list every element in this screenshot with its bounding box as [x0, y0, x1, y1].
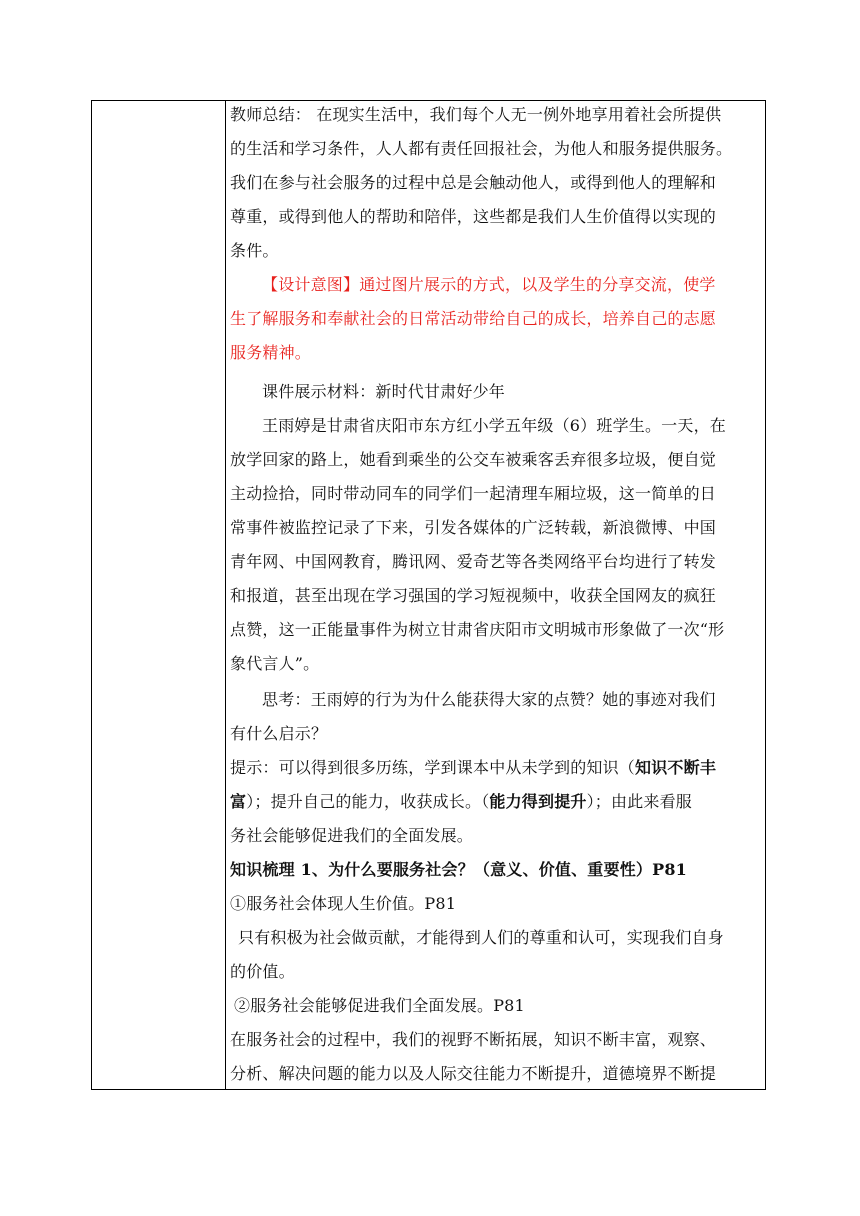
hint-emphasis: 能力得到提升 — [489, 792, 587, 811]
hint-emphasis: 知识不断丰 — [635, 758, 717, 777]
text-line: 王雨婷是甘肃省庆阳市东方红小学五年级（6）班学生。一天，在 — [262, 416, 726, 435]
hint-text: ）；由此来看服 — [586, 792, 693, 811]
hint-line: 务社会能够促进我们的全面发展。 — [230, 826, 474, 845]
text-line: 和报道，甚至出现在学习强国的学习短视频中，收获全国网友的疯狂 — [230, 586, 717, 605]
text-line: 放学回家的路上，她看到乘坐的公交车被乘客丢弃很多垃圾，便自觉 — [230, 450, 717, 469]
text-line: 象代言人”。 — [230, 654, 320, 673]
text-line: 尊重，或得到他人的帮助和陪伴，这些都是我们人生价值得以实现的 — [230, 207, 717, 226]
hint-emphasis: 富 — [230, 792, 247, 811]
text-line: 分析、解决问题的能力以及人际交往能力不断提升，道德境界不断提 — [230, 1064, 717, 1083]
design-intent-line: 生了解服务和奉献社会的日常活动带给自己的成长，培养自己的志愿 — [230, 309, 717, 328]
design-intent-line: 【设计意图】通过图片展示的方式，以及学生的分享交流，使学 — [262, 275, 716, 294]
text-line: 的生活和学习条件，人人都有责任回报社会，为他人和服务提供服务。 — [230, 139, 733, 158]
left-column-cell — [92, 101, 226, 1089]
text-line: 我们在参与社会服务的过程中总是会触动他人，或得到他人的理解和 — [230, 173, 717, 192]
text-line: 条件。 — [230, 241, 279, 260]
knowledge-heading: 知识梳理 1、为什么要服务社会？（意义、价值、重要性）P81 — [230, 860, 688, 879]
hint-line — [230, 792, 761, 812]
text-line: 只有积极为社会做贡献，才能得到人们的尊重和认可，实现我们自身 — [238, 928, 725, 947]
text-line: 教师总结： 在现实生活中，我们每个人无一例外地享用着社会所提供 — [230, 105, 722, 124]
design-intent-line: 服务精神。 — [230, 343, 312, 362]
text-line: 的价值。 — [230, 962, 295, 981]
hint-text: 提示：可以得到很多历练，学到课本中从未学到的知识（ — [230, 758, 636, 777]
question-line: 有什么启示？ — [230, 724, 328, 743]
hint-text: ）；提升自己的能力，收获成长。（ — [246, 792, 490, 811]
text-line: 在服务社会的过程中，我们的视野不断拓展，知识不断丰富，观察、 — [230, 1030, 717, 1049]
knowledge-point: ②服务社会能够促进我们全面发展。P81 — [234, 996, 525, 1015]
text-line: 常事件被监控记录了下来，引发各媒体的广泛转载，新浪微博、中国 — [230, 518, 717, 537]
document-table — [91, 100, 766, 1090]
knowledge-point: ①服务社会体现人生价值。P81 — [230, 894, 457, 913]
text-line: 点赞，这一正能量事件为树立甘肃省庆阳市文明城市形象做了一次“形 — [230, 620, 725, 639]
question-line: 思考：王雨婷的行为为什么能获得大家的点赞？她的事迹对我们 — [262, 690, 716, 709]
hint-line — [230, 758, 761, 778]
text-line: 主动捡拾，同时带动同车的同学们一起清理车厢垃圾，这一简单的日 — [230, 484, 717, 503]
content-cell — [230, 101, 761, 1089]
text-line: 青年网、中国网教育，腾讯网、爱奇艺等各类网络平台均进行了转发 — [230, 552, 717, 571]
material-heading: 课件展示材料：新时代甘肃好少年 — [262, 382, 506, 401]
